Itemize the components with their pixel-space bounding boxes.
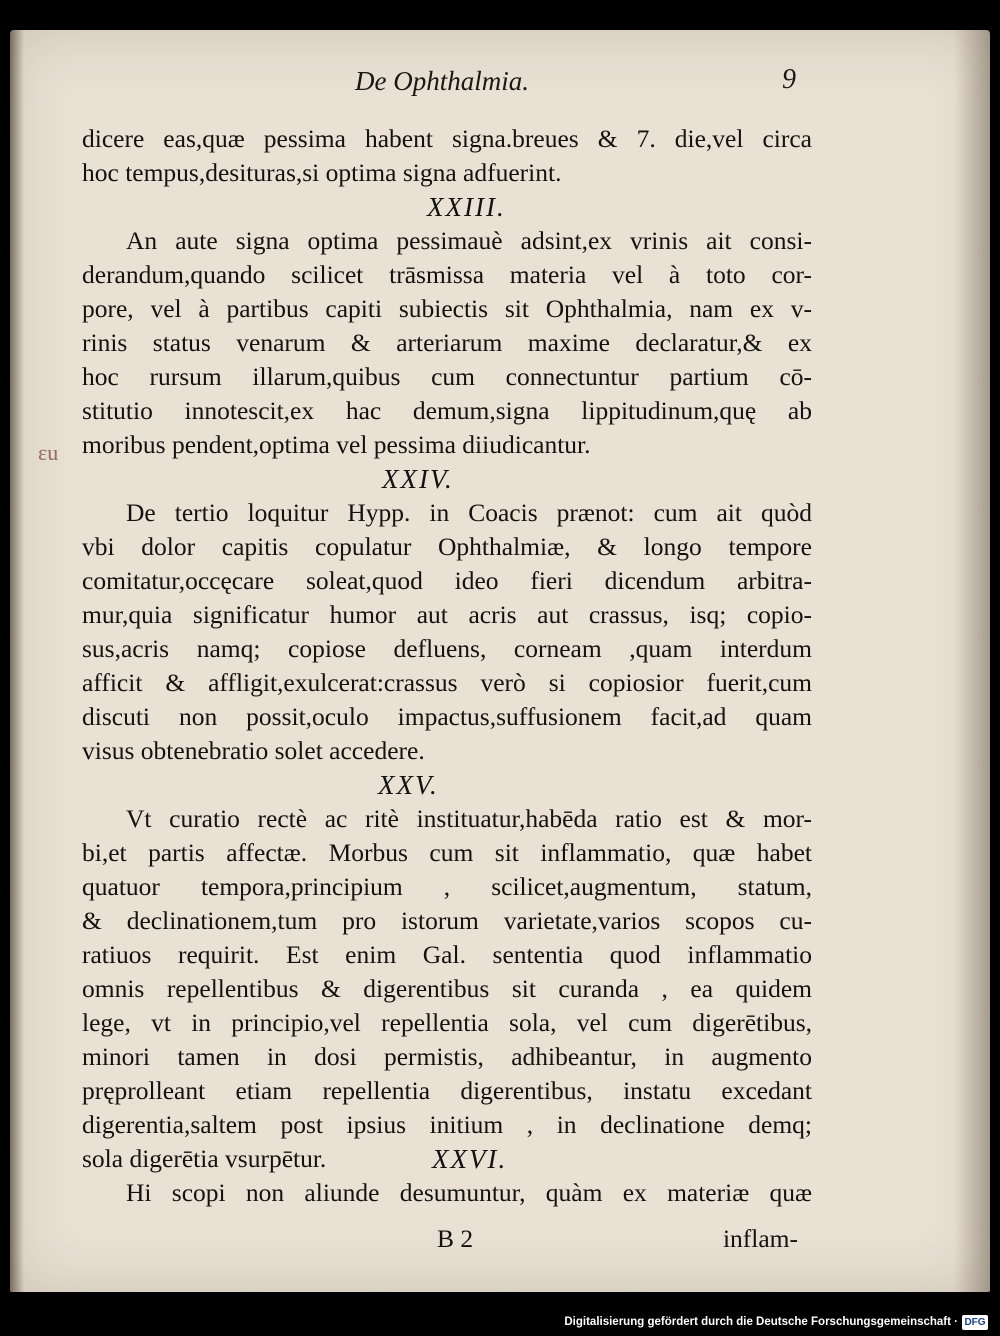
text-line: & declinationem,tum pro istorum varietate,varios scopos cu-	[82, 906, 812, 935]
text-line: pore, vel à partibus capiti subiectis sit Ophthalmia, nam ex v-	[82, 294, 812, 323]
running-title: De Ophthalmia.	[355, 66, 529, 96]
text-line: sus,acris namq; copiose defluens, corneam ,quam interdum	[82, 634, 812, 663]
text-line: hoc tempus,desituras,si optima signa adfuerint.	[82, 158, 562, 187]
text-line: quatuor tempora,principium , scilicet,augmentum, statum,	[82, 872, 812, 901]
text-line: pręprolleant etiam repellentia digerentibus, instatu excedant	[82, 1076, 812, 1105]
text-line: omnis repellentibus & digerentibus sit curanda , ea quidem	[82, 974, 812, 1003]
section-heading: XXIII.	[427, 192, 506, 222]
text-line: moribus pendent,optima vel pessima diiudicantur.	[82, 430, 591, 459]
text-line: minori tamen in dosi permistis, adhibeantur, in augmento	[82, 1042, 812, 1071]
text-line: An aute signa optima pessimauè adsint,ex vrinis ait consi-	[126, 226, 812, 255]
text-line: afficit & affligit,exulcerat:crassus verò si copiosior fuerit,cum	[82, 668, 812, 697]
text-line: De tertio loquitur Hypp. in Coacis prænot: cum ait quòd	[126, 498, 812, 527]
text-line: vbi dolor capitis copulatur Ophthalmiæ, & longo tempore	[82, 532, 812, 561]
text-line: discuti non possit,oculo impactus,suffusionem facit,ad quam	[82, 702, 812, 731]
funding-credit: Digitalisierung gefördert durch die Deutsche Forschungsgemeinschaft ·	[564, 1316, 958, 1328]
text-line: sola digerētia vsurpētur.	[82, 1144, 327, 1173]
catchword: inflam-	[722, 1224, 798, 1253]
text-line: stitutio innotescit,ex hac demum,signa lippitudinum,quę ab	[82, 396, 812, 425]
page-number: 9	[782, 64, 796, 95]
text-line: rinis status venarum & arteriarum maxime declaratur,& ex	[82, 328, 812, 357]
text-line: digerentia,saltem post ipsius initium , in declinatione demq;	[82, 1110, 812, 1139]
signature-mark: B 2	[437, 1224, 474, 1253]
digitization-footer	[0, 1302, 1000, 1336]
text-line: Hi scopi non aliunde desumuntur, quàm ex materiæ quæ	[126, 1178, 812, 1207]
text-line: Vt curatio rectè ac ritè instituatur,habēda ratio est & mor-	[126, 804, 812, 833]
section-heading: XXIV.	[382, 464, 454, 494]
margin-bleed-through: ɛu	[38, 440, 59, 465]
dfg-logo: DFG	[962, 1315, 988, 1330]
section-heading: XXV.	[378, 770, 439, 800]
text-line: hoc rursum illarum,quibus cum connectuntur partium cō-	[82, 362, 812, 391]
text-line: comitatur,occęcare soleat,quod ideo fieri dicendum arbitra-	[82, 566, 812, 595]
text-line: mur,quia significatur humor aut acris aut crassus, isq; copio-	[82, 600, 812, 629]
section-heading: XXVI.	[432, 1144, 508, 1174]
text-line: dicere eas,quæ pessima habent signa.breues & 7. die,vel circa	[82, 124, 812, 153]
book-page	[10, 30, 990, 1292]
page-foot-line	[82, 1222, 812, 1256]
text-line: derandum,quando scilicet trāsmissa materia vel à toto cor-	[82, 260, 812, 289]
text-line: lege, vt in principio,vel repellentia sola, vel cum digerētibus,	[82, 1008, 812, 1037]
page-header	[10, 60, 990, 110]
text-line: visus obtenebratio solet accedere.	[82, 736, 425, 765]
text-line: ratiuos requirit. Est enim Gal. sententia quod inflammatio	[82, 940, 812, 969]
text-line: bi,et partis affectæ. Morbus cum sit inflammatio, quæ habet	[82, 838, 812, 867]
